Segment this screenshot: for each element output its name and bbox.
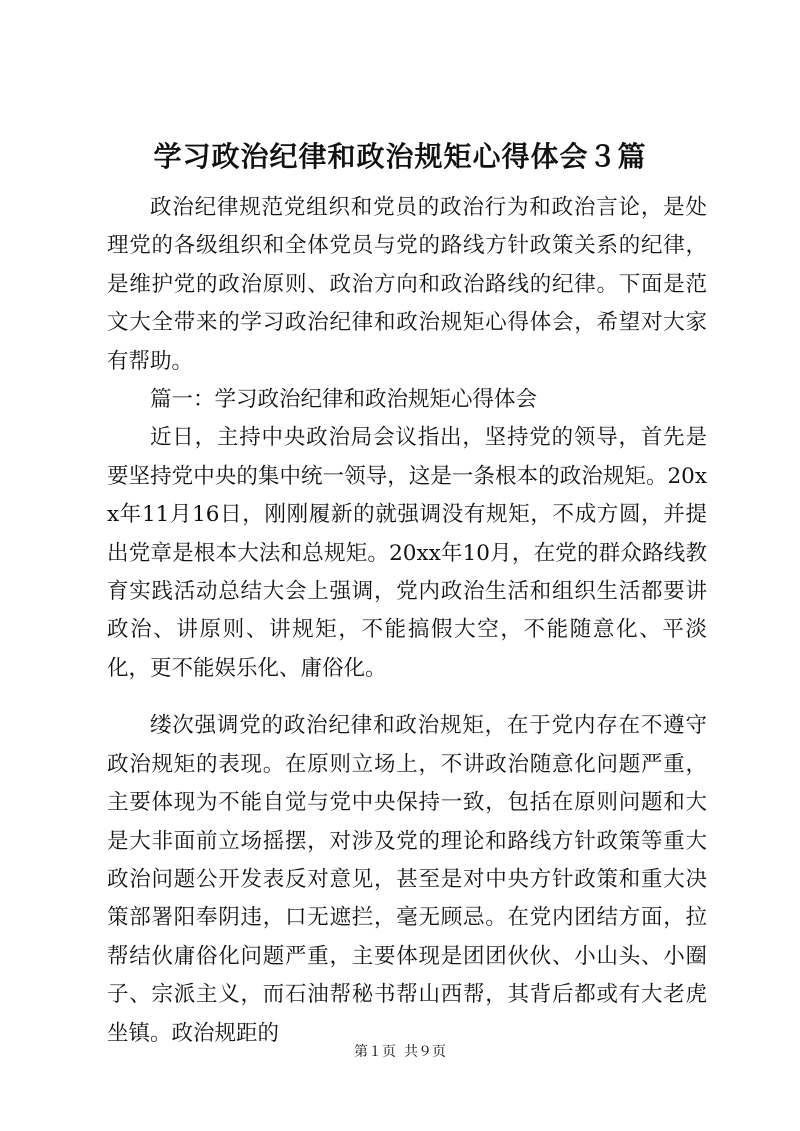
page-total: 共９页	[404, 1044, 446, 1060]
page-footer	[0, 1042, 800, 1062]
paragraph-intro: 政治纪律规范党组织和党员的政治行为和政治言论，是处理党的各级组织和全体党员与党的路线方针政策关系的纪律，是维护党的政治原则、政治方向和政治路线的纪律。下面是范文大全带来的学习政治纪律和政治规矩心得体会，希望对大家有帮助。	[107, 195, 707, 374]
page-number: 第１页	[354, 1044, 396, 1060]
paragraph-body-1: 近日，主持中央政治局会议指出，坚持党的领导，首先是要坚持党中央的集中统一领导，这是一条根本的政治规矩。20xx年11月16日，刚刚履新的就强调没有规矩，不成方圆，并提出党章是根本大法和总规矩。20xx年10月，在党的群众路线教育实践活动总结大会上强调，党内政治生活和组织生活都要讲政治、讲原则、讲规矩，不能搞假大空，不能随意化、平淡化，更不能娱乐化、庸俗化。	[107, 425, 707, 681]
paragraph-body-2: 缕次强调党的政治纪律和政治规矩，在于党内存在不遵守政治规矩的表现。在原则立场上，不讲政治随意化问题严重，主要体现为不能自觉与党中央保持一致，包括在原则问题和大是大非面前立场摇摆，对涉及党的理论和路线方针政策等重大政治问题公开发表反对意见，甚至是对中央方针政策和重大决策部署阳奉阴违，口无遮拦，毫无顾忌。在党内团结方面，拉帮结伙庸俗化问题严重，主要体现是团团伙伙、小山头、小圈子、宗派主义，而石油帮秘书帮山西帮，其背后都或有大老虎坐镇。政治规距的	[107, 713, 707, 1046]
document-body	[107, 189, 707, 1053]
document-title: 学习政治纪律和政治规矩心得体会３篇	[153, 140, 647, 173]
paragraph-section-heading: 篇一：学习政治纪律和政治规矩心得体会	[150, 387, 538, 413]
